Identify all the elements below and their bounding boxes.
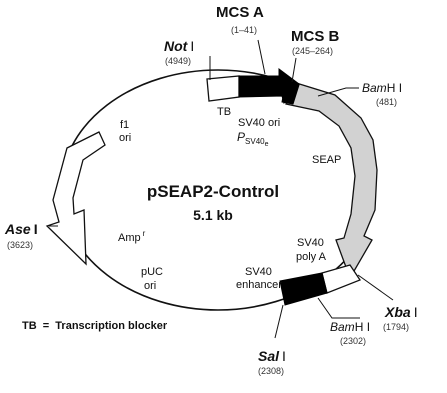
f1-ori-label: ori <box>119 132 132 144</box>
tb-top-label: TB <box>217 106 232 118</box>
tb-legend: TB = Transcription blocker <box>22 320 168 332</box>
sal-i-label <box>258 348 286 364</box>
sv40-polya-line1: SV40 <box>297 237 324 249</box>
amp-label <box>118 229 146 244</box>
bamhi-top-italic: Bam <box>362 81 387 95</box>
xba-i-coord: (1794) <box>383 322 410 332</box>
bamhi-bottom-roman: H I <box>354 320 371 334</box>
promoter-sub: SV40 <box>245 137 265 146</box>
sv40-polya-line2: poly A <box>296 251 326 263</box>
mcs-b-label: MCS B <box>291 28 340 45</box>
amp-resistance-arrow <box>47 132 105 264</box>
ase-i-italic: Ase <box>5 221 31 237</box>
sv40-enhancer-line1: SV40 <box>245 266 272 278</box>
ase-i-label <box>4 221 38 237</box>
amp-text: Amp <box>118 232 141 244</box>
seap-label: SEAP <box>312 154 342 166</box>
puc-ori-label: ori <box>144 280 157 292</box>
plasmid-size: 5.1 kb <box>193 207 233 223</box>
promoter-p: P <box>237 130 246 144</box>
xba-i-italic: Xba <box>385 304 411 320</box>
bamhi-bottom-coord: (2302) <box>340 336 367 346</box>
sal-i-line <box>275 305 283 338</box>
puc-label: pUC <box>141 266 164 278</box>
mcs-a-label: MCS A <box>216 4 264 21</box>
xba-i-roman: I <box>413 304 418 320</box>
not-i-roman: I <box>190 38 195 54</box>
not-i-label <box>164 38 194 54</box>
plasmid-name: pSEAP2-Control <box>146 182 280 201</box>
mcs-a-line <box>258 40 265 74</box>
sv40-ori-label: SV40 ori <box>238 117 281 129</box>
ase-i-coord: (3623) <box>7 240 34 250</box>
bamhi-top-label <box>362 81 402 95</box>
ase-i-roman: I <box>33 221 38 237</box>
bamhi-top-roman: H I <box>386 81 403 95</box>
bamhi-bottom-label <box>330 320 370 334</box>
promoter-label <box>237 130 269 148</box>
sal-i-italic: Sal <box>258 348 280 364</box>
not-i-italic: Not <box>164 38 188 54</box>
xba-i-label <box>384 304 418 320</box>
sv40-enhancer-line2: enhancer <box>236 279 282 291</box>
xba-i-line <box>358 275 393 300</box>
transcription-blocker-top <box>207 76 239 101</box>
bamhi-top-coord: (481) <box>376 97 398 107</box>
amp-superscript: r <box>142 229 146 238</box>
mcs-b-line <box>292 58 296 82</box>
bamhi-bottom-italic: Bam <box>330 320 355 334</box>
sal-i-roman: I <box>282 348 286 364</box>
mcs-b-coord: (245–264) <box>292 46 334 56</box>
not-i-coord: (4949) <box>165 56 192 66</box>
sal-i-coord: (2308) <box>258 366 285 376</box>
bamhi-bottom-line <box>318 298 360 318</box>
mcs-a-coord: (1–41) <box>231 25 258 35</box>
f1-label: f1 <box>120 119 130 131</box>
promoter-subsub: e <box>264 141 269 148</box>
